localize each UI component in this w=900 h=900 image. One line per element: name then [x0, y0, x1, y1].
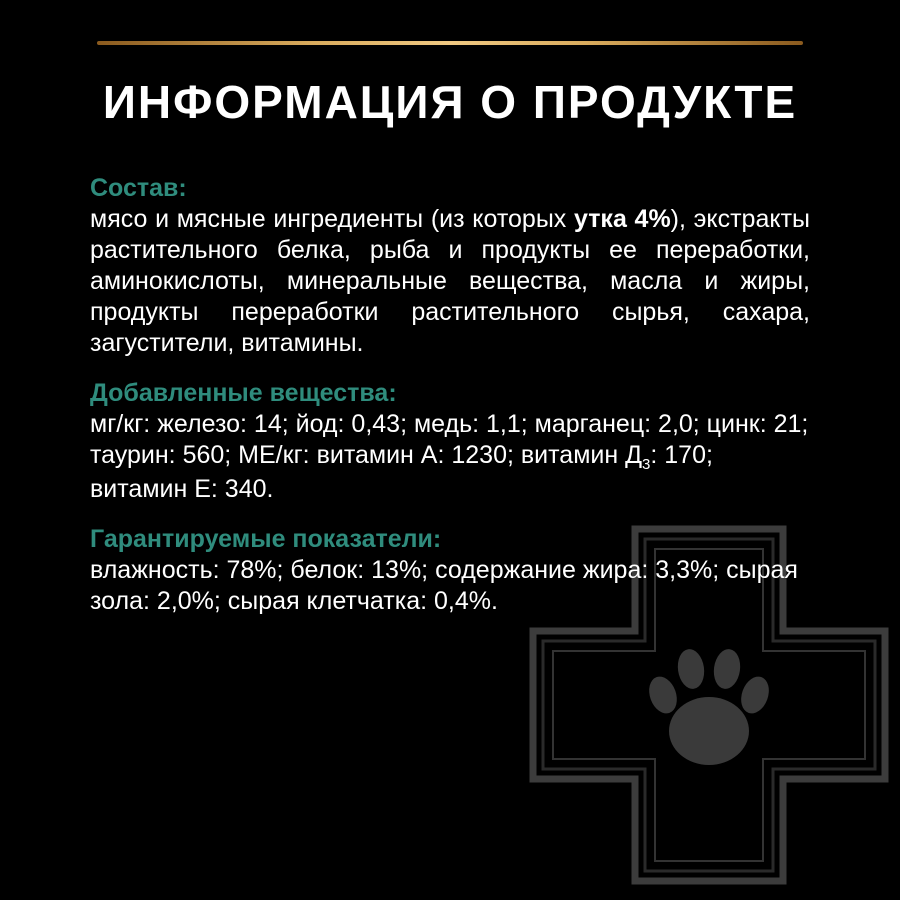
- composition-text: [90, 204, 810, 359]
- guaranteed-heading: Гарантируемые показатели:: [90, 525, 442, 553]
- additives-heading: Добавленные вещества:: [90, 379, 397, 407]
- additives-section: [90, 377, 810, 505]
- duck-percentage: утка 4%: [573, 205, 671, 233]
- page-title: ИНФОРМАЦИЯ О ПРОДУКТЕ: [102, 76, 798, 128]
- additives-text: [90, 409, 810, 505]
- composition-text-end: ), экстракты растительного белка, рыба и продукты ее переработки, аминокислоты, минеральные вещества, масла и жиры, продукты переработки растительного сырья, сахара, загустители, витамины.: [90, 205, 810, 357]
- guaranteed-text: влажность: 78%; белок: 13%; содержание жира: 3,3%; сырая зола: 2,0%; сырая клетчатка: 0,4%.: [90, 556, 798, 615]
- gold-divider: [97, 41, 803, 45]
- composition-section: [90, 172, 810, 359]
- additives-text-start: мг/кг: железо: 14; йод: 0,43; медь: 1,1; марганец: 2,0; цинк: 21; таурин: 560; МЕ/кг: витамин А: 1230; витамин Д: [90, 410, 809, 469]
- composition-text-start: мясо и мясные ингредиенты (из которых: [90, 205, 574, 233]
- additives-text-end: : 170; витамин Е: 340.: [90, 441, 713, 503]
- product-info-content: [90, 172, 810, 635]
- composition-heading: Состав:: [90, 174, 187, 202]
- vitamin-d-subscript: 3: [642, 456, 651, 473]
- guaranteed-section: [90, 523, 810, 617]
